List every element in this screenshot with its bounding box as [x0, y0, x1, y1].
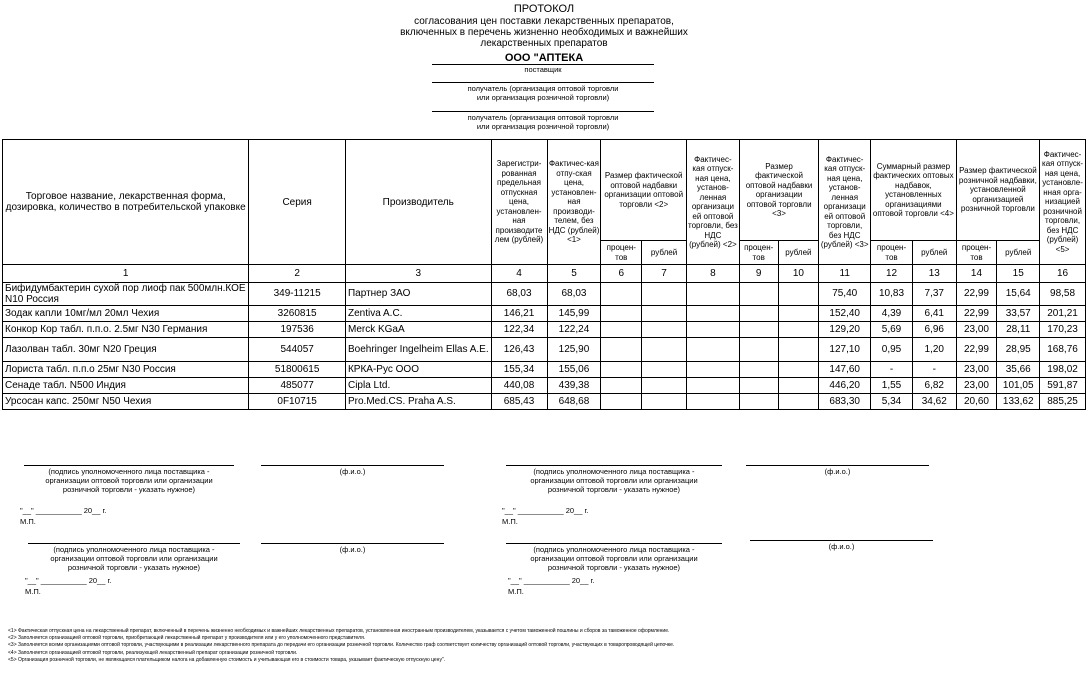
wholesale-price-cell: [686, 362, 739, 378]
col-number: 6: [601, 265, 642, 283]
footnote: <1> Фактическая отпускная цена на лекарственный препарат, включенный в перечень жизненно необходимых и важнейших лекарственных препаратов, установленная иностранным производителем, указывается с учетом таможенной пошлины и сборов за таможенное оформление.: [8, 628, 670, 634]
header-percent: процен-тов: [739, 241, 778, 265]
wholesale-markup-percent-cell: [601, 306, 642, 322]
price-table: [2, 139, 1086, 410]
reg-price-cell: 122,34: [491, 322, 547, 338]
header-name: Торговое название, лекарственная форма, дозировка, количество в потребительской упаковке: [3, 140, 249, 265]
actual-price-cell: 648,68: [547, 394, 601, 410]
wholesale-price-cell: [686, 322, 739, 338]
wholesale-price-cell: [686, 394, 739, 410]
fio-caption: (ф.и.о.): [339, 545, 366, 554]
wholesale-markup-percent-cell: [601, 338, 642, 362]
wholesale-markup2-rubles-cell: [778, 338, 819, 362]
wholesale-markup-rubles-cell: [642, 322, 687, 338]
supplier-signature-line: [28, 543, 240, 544]
retail-price-cell: 170,23: [1040, 322, 1086, 338]
signature-caption-line: организации оптовой торговли или организации: [50, 554, 218, 563]
drug-name-cell: Лазолван табл. 30мг N20 Греция: [3, 338, 249, 362]
wholesale-markup2-percent-cell: [739, 283, 778, 306]
fio-line: [261, 543, 444, 544]
wholesale-markup2-percent-cell: [739, 378, 778, 394]
recipient1-label-line: получатель (организация оптовой торговли: [467, 84, 619, 93]
drug-name-cell: Зодак капли 10мг/мл 20мл Чехия: [3, 306, 249, 322]
manufacturer-cell: Cipla Ltd.: [345, 378, 491, 394]
col-number: 1: [3, 265, 249, 283]
supplier-signature-caption: [28, 545, 240, 572]
col-number: 5: [547, 265, 601, 283]
reg-price-cell: 146,21: [491, 306, 547, 322]
signature-caption-line: розничной торговли - указать нужное): [547, 563, 681, 572]
sum-markup-percent-cell: 1,55: [871, 378, 913, 394]
retail-price-cell: 591,87: [1040, 378, 1086, 394]
retail-price-cell: 168,76: [1040, 338, 1086, 362]
wholesale-markup-percent-cell: [601, 362, 642, 378]
retail-markup-percent-cell: 23,00: [956, 362, 997, 378]
retail-markup-rubles-cell: 33,57: [997, 306, 1040, 322]
subtitle-line: лекарственных препаратов: [480, 38, 608, 49]
retail-markup-percent-cell: 22,99: [956, 283, 997, 306]
recipient2-label-line: или организация розничной торговли): [476, 122, 610, 131]
table-row: [3, 338, 1086, 362]
col-number: 10: [778, 265, 819, 283]
wholesale-price-cell: [686, 338, 739, 362]
manufacturer-cell: КРКА-Рус ООО: [345, 362, 491, 378]
recipient1-label: [432, 84, 654, 102]
sum-markup-percent-cell: 10,83: [871, 283, 913, 306]
supplier-signature-line: [506, 543, 722, 544]
col-number: 4: [491, 265, 547, 283]
recipient2-label-line: получатель (организация оптовой торговли: [467, 113, 619, 122]
supplier-signature-line: [24, 465, 234, 466]
document-title: ПРОТОКОЛ: [513, 3, 575, 15]
supplier-name: ООО "АПТЕКА: [504, 52, 584, 64]
wholesale-markup2-percent-cell: [739, 306, 778, 322]
document-subtitle: [0, 16, 1088, 49]
table-row: [3, 283, 1086, 306]
actual-price-cell: 145,99: [547, 306, 601, 322]
wholesale-price2-cell: 152,40: [819, 306, 871, 322]
signature-caption-line: организации оптовой торговли или организации: [530, 476, 698, 485]
wholesale-price2-cell: 127,10: [819, 338, 871, 362]
signature-caption-line: (подпись уполномоченного лица поставщика -: [48, 467, 210, 476]
signature-caption-line: организации оптовой торговли или организации: [45, 476, 213, 485]
sum-markup-rubles-cell: 7,37: [912, 283, 956, 306]
manufacturer-cell: Zentiva A.C.: [345, 306, 491, 322]
drug-name-cell: Конкор Кор табл. п.п.о. 2.5мг N30 Германия: [3, 322, 249, 338]
col-number: 15: [997, 265, 1040, 283]
footnote: <3> Заполняется всеми организациями оптовой торговли, участвующими в реализации лекарственного препарата до передачи его организации розничной торговли. Количество граф соответствует количеству организаций оптовой торговли, участвующих в товаропроводящей цепочке.: [8, 642, 675, 649]
sum-markup-rubles-cell: 6,41: [912, 306, 956, 322]
sum-markup-rubles-cell: 6,96: [912, 322, 956, 338]
wholesale-markup2-percent-cell: [739, 394, 778, 410]
subtitle-line: включенных в перечень жизненно необходимых и важнейших: [400, 27, 688, 38]
header-percent: процен-тов: [871, 241, 913, 265]
table-row: [3, 306, 1086, 322]
retail-markup-rubles-cell: 28,95: [997, 338, 1040, 362]
fio-line: [261, 465, 444, 466]
actual-price-cell: 125,90: [547, 338, 601, 362]
manufacturer-cell: Merck KGaA: [345, 322, 491, 338]
supplier-signature-caption: [24, 467, 234, 494]
table-row: [3, 378, 1086, 394]
footnote: <4> Заполняется организацией оптовой торговли, реализующей лекарственный препарат организации розничной торговли.: [8, 649, 298, 656]
fio-line: [750, 540, 933, 541]
retail-price-cell: 198,02: [1040, 362, 1086, 378]
col-number: 3: [345, 265, 491, 283]
drug-name-cell: Бифидумбактерин сухой пор лиоф пак 500млн.КОЕ N10 Россия: [3, 283, 249, 306]
fio-line: [746, 465, 929, 466]
header-series: Серия: [249, 140, 346, 265]
wholesale-price-cell: [686, 306, 739, 322]
wholesale-markup2-percent-cell: [739, 338, 778, 362]
header-percent: процен-тов: [601, 241, 642, 265]
series-cell: 544057: [249, 338, 346, 362]
reg-price-cell: 440,08: [491, 378, 547, 394]
col-number: 12: [871, 265, 913, 283]
recipient2-underline: [432, 111, 654, 112]
series-cell: 349-11215: [249, 283, 346, 306]
recipient2-label: [432, 113, 654, 131]
header-rubles: рублей: [778, 241, 819, 265]
retail-markup-percent-cell: 20,60: [956, 394, 997, 410]
sum-markup-percent-cell: 4,39: [871, 306, 913, 322]
wholesale-markup-percent-cell: [601, 283, 642, 306]
footnote: <5> Организация розничной торговли, не являющаяся плательщиком налога на добавленную стоимость и учитывающая его в стоимости товара, указывает фактическую отпускную цену".: [8, 656, 446, 663]
header-sum-markup: Суммарный размер фактических оптовых надбавок, установленных организациями оптовой торговли <4>: [871, 140, 956, 241]
subtitle-line: согласования цен поставки лекарственных препаратов,: [414, 16, 674, 27]
retail-markup-rubles-cell: 15,64: [997, 283, 1040, 306]
retail-price-cell: 98,58: [1040, 283, 1086, 306]
supplier-signature-caption: [506, 467, 722, 494]
wholesale-markup-rubles-cell: [642, 362, 687, 378]
series-cell: 0F10715: [249, 394, 346, 410]
wholesale-price2-cell: 446,20: [819, 378, 871, 394]
series-cell: 197536: [249, 322, 346, 338]
wholesale-price2-cell: 129,20: [819, 322, 871, 338]
recipient1-label-line: или организация розничной торговли): [476, 93, 610, 102]
signature-caption-line: розничной торговли - указать нужное): [547, 485, 681, 494]
sum-markup-percent-cell: 5,34: [871, 394, 913, 410]
sum-markup-rubles-cell: 34,62: [912, 394, 956, 410]
retail-price-cell: 885,25: [1040, 394, 1086, 410]
wholesale-markup2-rubles-cell: [778, 394, 819, 410]
stamp-place: М.П.: [20, 517, 36, 526]
supplier-signature-caption: [506, 545, 722, 572]
sum-markup-percent-cell: -: [871, 362, 913, 378]
table-row: [3, 394, 1086, 410]
header-wholesale-markup: Размер фактической оптовой надбавки организации оптовой торговли <2>: [601, 140, 687, 241]
wholesale-markup2-rubles-cell: [778, 306, 819, 322]
header-retail-price: Фактичес-кая отпуск-ная цена, установле-нная орга-низацией розничной торговли, без НДС (рублей) <5>: [1040, 140, 1086, 265]
header-wholesale-price: Фактичес-кая отпуск-ная цена, установ-ленная организаци ей оптовой торговли, без НДС (рублей) <2>: [686, 140, 739, 265]
col-number: 8: [686, 265, 739, 283]
drug-name-cell: Сенаде табл. N500 Индия: [3, 378, 249, 394]
col-number: 14: [956, 265, 997, 283]
fio-caption: (ф.и.о.): [824, 467, 851, 476]
signature-caption-line: розничной торговли - указать нужное): [67, 563, 201, 572]
sum-markup-rubles-cell: -: [912, 362, 956, 378]
signature-caption-line: (подпись уполномоченного лица поставщика -: [53, 545, 215, 554]
wholesale-markup2-percent-cell: [739, 322, 778, 338]
series-cell: 51800615: [249, 362, 346, 378]
wholesale-price2-cell: 147,60: [819, 362, 871, 378]
manufacturer-cell: Pro.Med.CS. Praha A.S.: [345, 394, 491, 410]
wholesale-markup-percent-cell: [601, 394, 642, 410]
manufacturer-cell: Партнер ЗАО: [345, 283, 491, 306]
signature-date: "__" ___________ 20__ г.: [25, 576, 112, 585]
reg-price-cell: 685,43: [491, 394, 547, 410]
wholesale-markup-rubles-cell: [642, 338, 687, 362]
retail-markup-rubles-cell: 35,66: [997, 362, 1040, 378]
wholesale-price2-cell: 75,40: [819, 283, 871, 306]
wholesale-markup-rubles-cell: [642, 283, 687, 306]
actual-price-cell: 68,03: [547, 283, 601, 306]
col-number: 2: [249, 265, 346, 283]
wholesale-markup2-rubles-cell: [778, 322, 819, 338]
retail-markup-percent-cell: 23,00: [956, 322, 997, 338]
footnotes: [8, 628, 1078, 664]
reg-price-cell: 126,43: [491, 338, 547, 362]
sum-markup-percent-cell: 5,69: [871, 322, 913, 338]
table-row: [3, 322, 1086, 338]
signature-caption-line: (подпись уполномоченного лица поставщика -: [533, 467, 695, 476]
actual-price-cell: 155,06: [547, 362, 601, 378]
wholesale-price-cell: [686, 378, 739, 394]
wholesale-markup-rubles-cell: [642, 394, 687, 410]
wholesale-markup2-rubles-cell: [778, 283, 819, 306]
signature-caption-line: организации оптовой торговли или организации: [530, 554, 698, 563]
retail-markup-rubles-cell: 133,62: [997, 394, 1040, 410]
signature-caption-line: розничной торговли - указать нужное): [62, 485, 196, 494]
signature-date: "__" ___________ 20__ г.: [20, 506, 107, 515]
header-percent: процен-тов: [956, 241, 997, 265]
sum-markup-rubles-cell: 1,20: [912, 338, 956, 362]
wholesale-markup-percent-cell: [601, 378, 642, 394]
col-number: 16: [1040, 265, 1086, 283]
col-number: 13: [912, 265, 956, 283]
header-actual-price: Фактичес-кая отпу-ская цена, установлен-ная производи-телем, без НДС (рублей) <1>: [547, 140, 601, 265]
manufacturer-cell: Boehringer Ingelheim Ellas A.E.: [345, 338, 491, 362]
sum-markup-rubles-cell: 6,82: [912, 378, 956, 394]
table-row: [3, 362, 1086, 378]
reg-price-cell: 68,03: [491, 283, 547, 306]
wholesale-markup-rubles-cell: [642, 378, 687, 394]
retail-price-cell: 201,21: [1040, 306, 1086, 322]
drug-name-cell: Урсосан капс. 250мг N50 Чехия: [3, 394, 249, 410]
actual-price-cell: 439,38: [547, 378, 601, 394]
stamp-place: М.П.: [25, 587, 41, 596]
series-cell: 3260815: [249, 306, 346, 322]
retail-markup-percent-cell: 22,99: [956, 338, 997, 362]
sum-markup-percent-cell: 0,95: [871, 338, 913, 362]
actual-price-cell: 122,24: [547, 322, 601, 338]
wholesale-markup-percent-cell: [601, 322, 642, 338]
recipient1-underline: [432, 82, 654, 83]
drug-name-cell: Лориста табл. п.п.о 25мг N30 Россия: [3, 362, 249, 378]
stamp-place: М.П.: [502, 517, 518, 526]
header-retail-markup: Размер фактической розничной надбавки, установленной организацией розничной торговли: [956, 140, 1039, 241]
footnote: <2> Заполняется организацией оптовой торговли, приобретающей лекарственный препарат у производителя или у его уполномоченного представителя.: [8, 635, 366, 642]
stamp-place: М.П.: [508, 587, 524, 596]
retail-markup-rubles-cell: 101,05: [997, 378, 1040, 394]
wholesale-price-cell: [686, 283, 739, 306]
wholesale-markup2-rubles-cell: [778, 362, 819, 378]
header-reg-price: Зарегистри-рованная предельная отпускная цена, установлен-ная производите лем (рублей): [491, 140, 547, 265]
reg-price-cell: 155,34: [491, 362, 547, 378]
header-rubles: рублей: [912, 241, 956, 265]
signature-caption-line: (подпись уполномоченного лица поставщика -: [533, 545, 695, 554]
header-wholesale-price-2: Фактичес-кая отпуск-ная цена, установ-ленная организаци ей оптовой торговли, без НДС (рублей) <3>: [819, 140, 871, 265]
fio-caption: (ф.и.о.): [339, 467, 366, 476]
wholesale-price2-cell: 683,30: [819, 394, 871, 410]
supplier-signature-line: [506, 465, 722, 466]
wholesale-markup-rubles-cell: [642, 306, 687, 322]
retail-markup-percent-cell: 22,99: [956, 306, 997, 322]
signature-date: "__" ___________ 20__ г.: [508, 576, 595, 585]
header-rubles: рублей: [642, 241, 687, 265]
series-cell: 485077: [249, 378, 346, 394]
wholesale-markup2-percent-cell: [739, 362, 778, 378]
retail-markup-rubles-cell: 28,11: [997, 322, 1040, 338]
signature-date: "__" ___________ 20__ г.: [502, 506, 589, 515]
fio-caption: (ф.и.о.): [828, 542, 855, 551]
col-number: 9: [739, 265, 778, 283]
header-rubles: рублей: [997, 241, 1040, 265]
header-manufacturer: Производитель: [345, 140, 491, 265]
retail-markup-percent-cell: 23,00: [956, 378, 997, 394]
supplier-label: поставщик: [524, 65, 562, 74]
col-number: 11: [819, 265, 871, 283]
col-number: 7: [642, 265, 687, 283]
header-wholesale-markup-2: Размер фактической оптовой надбавки организации оптовой торговли <3>: [739, 140, 818, 241]
wholesale-markup2-rubles-cell: [778, 378, 819, 394]
